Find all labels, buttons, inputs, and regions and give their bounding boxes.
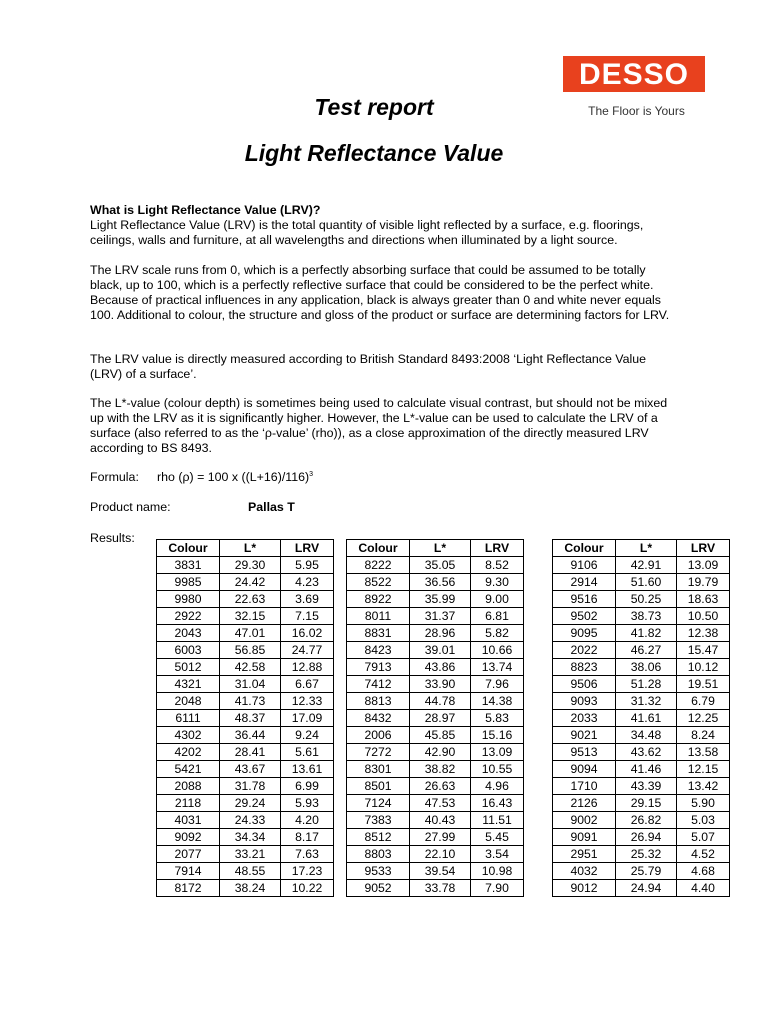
lrv-cell: 9.24 [281, 727, 334, 744]
lrv-cell: 4.40 [677, 880, 730, 897]
lrv-cell: 3.69 [281, 591, 334, 608]
lstar-cell: 47.01 [220, 625, 281, 642]
logo-tagline: The Floor is Yours [588, 104, 685, 118]
colour-cell: 9002 [553, 812, 616, 829]
colour-cell: 5421 [157, 761, 220, 778]
column-header-colour: Colour [157, 540, 220, 557]
colour-cell: 8813 [347, 693, 410, 710]
lrv-cell: 4.68 [677, 863, 730, 880]
results-table-3 [552, 539, 730, 897]
column-header-lstar: L* [220, 540, 281, 557]
colour-cell: 8512 [347, 829, 410, 846]
lstar-cell: 44.78 [410, 693, 471, 710]
lrv-cell: 9.00 [471, 591, 524, 608]
table-row [347, 727, 524, 744]
colour-cell: 1710 [553, 778, 616, 795]
colour-cell: 9513 [553, 744, 616, 761]
lrv-cell: 6.67 [281, 676, 334, 693]
product-line [90, 500, 295, 514]
table-row [347, 863, 524, 880]
table-row [347, 591, 524, 608]
table-row [347, 625, 524, 642]
lrv-cell: 14.38 [471, 693, 524, 710]
table-row [347, 812, 524, 829]
lstar-cell: 41.82 [616, 625, 677, 642]
lrv-cell: 5.83 [471, 710, 524, 727]
lstar-cell: 26.94 [616, 829, 677, 846]
colour-cell: 4031 [157, 812, 220, 829]
table-row [553, 557, 730, 574]
colour-cell: 9095 [553, 625, 616, 642]
column-header-lstar: L* [410, 540, 471, 557]
colour-cell: 7272 [347, 744, 410, 761]
colour-cell: 8831 [347, 625, 410, 642]
lstar-cell: 26.82 [616, 812, 677, 829]
colour-cell: 8222 [347, 557, 410, 574]
lstar-cell: 39.54 [410, 863, 471, 880]
table-row [157, 880, 334, 897]
lrv-cell: 7.63 [281, 846, 334, 863]
colour-cell: 9980 [157, 591, 220, 608]
report-subtitle: Light Reflectance Value [244, 140, 504, 166]
table-row [553, 591, 730, 608]
table-row [347, 676, 524, 693]
lrv-cell: 6.81 [471, 608, 524, 625]
colour-cell: 7412 [347, 676, 410, 693]
lrv-cell: 11.51 [471, 812, 524, 829]
table-row [553, 863, 730, 880]
table-row [553, 608, 730, 625]
lstar-cell: 43.67 [220, 761, 281, 778]
table-row [347, 778, 524, 795]
lrv-cell: 19.51 [677, 676, 730, 693]
colour-cell: 7383 [347, 812, 410, 829]
lrv-cell: 6.99 [281, 778, 334, 795]
lrv-cell: 5.95 [281, 557, 334, 574]
colour-cell: 2048 [157, 693, 220, 710]
lrv-cell: 12.33 [281, 693, 334, 710]
table-row [157, 710, 334, 727]
lstar-cell: 43.86 [410, 659, 471, 676]
table-row [553, 625, 730, 642]
table-row [347, 880, 524, 897]
table-row [157, 863, 334, 880]
table-row [553, 880, 730, 897]
lstar-cell: 26.63 [410, 778, 471, 795]
lrv-cell: 5.45 [471, 829, 524, 846]
colour-cell: 8823 [553, 659, 616, 676]
lrv-cell: 5.61 [281, 744, 334, 761]
table-row [157, 659, 334, 676]
formula-label: Formula: [90, 470, 139, 484]
lstar-cell: 46.27 [616, 642, 677, 659]
lstar-cell: 51.60 [616, 574, 677, 591]
lrv-cell: 10.22 [281, 880, 334, 897]
column-header-colour: Colour [347, 540, 410, 557]
colour-cell: 8922 [347, 591, 410, 608]
colour-cell: 2006 [347, 727, 410, 744]
table-row [157, 829, 334, 846]
table-row [553, 659, 730, 676]
lstar-cell: 36.44 [220, 727, 281, 744]
lstar-cell: 29.24 [220, 795, 281, 812]
colour-cell: 9021 [553, 727, 616, 744]
lstar-cell: 41.73 [220, 693, 281, 710]
lstar-cell: 32.15 [220, 608, 281, 625]
lstar-cell: 42.58 [220, 659, 281, 676]
lrv-cell: 7.15 [281, 608, 334, 625]
table-header-row [157, 540, 334, 557]
lrv-cell: 8.24 [677, 727, 730, 744]
paragraph-scale: The LRV scale runs from 0, which is a perfectly absorbing surface that could be assumed to be totally black, up to 100, which is a perfectly reflective surface that could be considered to be the perfect white. Because of practical influences in any application, black is always greater than 0 and white never equals 100. Additional to colour, the structure and gloss of the product or surface are determining factors for LRV. [90, 263, 670, 322]
table-row [347, 846, 524, 863]
colour-cell: 6003 [157, 642, 220, 659]
table-row [347, 574, 524, 591]
table-row [157, 625, 334, 642]
lstar-cell: 42.91 [616, 557, 677, 574]
lstar-cell: 48.55 [220, 863, 281, 880]
colour-cell: 2951 [553, 846, 616, 863]
lstar-cell: 28.96 [410, 625, 471, 642]
colour-cell: 2118 [157, 795, 220, 812]
colour-cell: 9091 [553, 829, 616, 846]
table-row [157, 574, 334, 591]
lstar-cell: 22.63 [220, 591, 281, 608]
lstar-cell: 45.85 [410, 727, 471, 744]
lrv-cell: 19.79 [677, 574, 730, 591]
colour-cell: 8011 [347, 608, 410, 625]
colour-cell: 4321 [157, 676, 220, 693]
lrv-cell: 17.23 [281, 863, 334, 880]
formula-line [90, 470, 313, 484]
lrv-cell: 13.61 [281, 761, 334, 778]
colour-cell: 9052 [347, 880, 410, 897]
lrv-cell: 3.54 [471, 846, 524, 863]
lstar-cell: 31.78 [220, 778, 281, 795]
report-title: Test report [314, 94, 434, 120]
lstar-cell: 22.10 [410, 846, 471, 863]
table-row [157, 676, 334, 693]
lstar-cell: 50.25 [616, 591, 677, 608]
colour-cell: 7124 [347, 795, 410, 812]
lrv-cell: 10.55 [471, 761, 524, 778]
lstar-cell: 35.05 [410, 557, 471, 574]
lrv-cell: 9.30 [471, 574, 524, 591]
lrv-cell: 4.23 [281, 574, 334, 591]
column-header-lrv: LRV [471, 540, 524, 557]
lrv-cell: 16.02 [281, 625, 334, 642]
colour-cell: 8301 [347, 761, 410, 778]
lstar-cell: 31.04 [220, 676, 281, 693]
colour-cell: 9094 [553, 761, 616, 778]
colour-cell: 4202 [157, 744, 220, 761]
table-row [553, 846, 730, 863]
table-row [157, 846, 334, 863]
lstar-cell: 34.34 [220, 829, 281, 846]
table-row [347, 744, 524, 761]
lstar-cell: 25.32 [616, 846, 677, 863]
lrv-cell: 8.52 [471, 557, 524, 574]
lstar-cell: 34.48 [616, 727, 677, 744]
lrv-cell: 12.38 [677, 625, 730, 642]
colour-cell: 8432 [347, 710, 410, 727]
lstar-cell: 36.56 [410, 574, 471, 591]
colour-cell: 2043 [157, 625, 220, 642]
table-row [347, 693, 524, 710]
lrv-cell: 6.79 [677, 693, 730, 710]
colour-cell: 2914 [553, 574, 616, 591]
lrv-cell: 5.90 [677, 795, 730, 812]
lrv-cell: 13.74 [471, 659, 524, 676]
results-table-2 [346, 539, 524, 897]
lrv-cell: 5.07 [677, 829, 730, 846]
colour-cell: 4302 [157, 727, 220, 744]
intro-section [90, 203, 670, 248]
lrv-cell: 12.25 [677, 710, 730, 727]
table-row [553, 676, 730, 693]
colour-cell: 9985 [157, 574, 220, 591]
lstar-cell: 27.99 [410, 829, 471, 846]
table-row [553, 744, 730, 761]
lrv-cell: 5.93 [281, 795, 334, 812]
colour-cell: 8172 [157, 880, 220, 897]
colour-cell: 9502 [553, 608, 616, 625]
table-row [157, 778, 334, 795]
lrv-cell: 16.43 [471, 795, 524, 812]
lrv-cell: 13.09 [677, 557, 730, 574]
colour-cell: 9092 [157, 829, 220, 846]
column-header-colour: Colour [553, 540, 616, 557]
results-label: Results: [90, 531, 135, 545]
column-header-lrv: LRV [677, 540, 730, 557]
lrv-cell: 4.20 [281, 812, 334, 829]
colour-cell: 9516 [553, 591, 616, 608]
lrv-cell: 13.58 [677, 744, 730, 761]
lstar-cell: 38.73 [616, 608, 677, 625]
lrv-cell: 13.09 [471, 744, 524, 761]
colour-cell: 9106 [553, 557, 616, 574]
colour-cell: 9506 [553, 676, 616, 693]
lstar-cell: 43.39 [616, 778, 677, 795]
table-row [157, 693, 334, 710]
lstar-cell: 24.33 [220, 812, 281, 829]
colour-cell: 8501 [347, 778, 410, 795]
paragraph-lvalue: The L*-value (colour depth) is sometimes being used to calculate visual contrast, but should not be mixed up with the LRV as it is significantly higher. However, the L*-value can be used to calculate the LRV of a surface (also referred to as the ‘ρ-value’ (rho)), as a close approximation of the directly measured LRV according to BS 8493. [90, 396, 668, 455]
colour-cell: 3831 [157, 557, 220, 574]
table-row [347, 795, 524, 812]
results-table-1 [156, 539, 334, 897]
table-row [157, 608, 334, 625]
table-row [347, 710, 524, 727]
colour-cell: 8522 [347, 574, 410, 591]
lstar-cell: 28.97 [410, 710, 471, 727]
lstar-cell: 29.15 [616, 795, 677, 812]
lstar-cell: 47.53 [410, 795, 471, 812]
colour-cell: 2033 [553, 710, 616, 727]
colour-cell: 2022 [553, 642, 616, 659]
lrv-cell: 12.88 [281, 659, 334, 676]
colour-cell: 9533 [347, 863, 410, 880]
lrv-cell: 4.96 [471, 778, 524, 795]
colour-cell: 2077 [157, 846, 220, 863]
lstar-cell: 42.90 [410, 744, 471, 761]
table-row [157, 727, 334, 744]
lrv-cell: 7.90 [471, 880, 524, 897]
lstar-cell: 24.94 [616, 880, 677, 897]
lrv-cell: 4.52 [677, 846, 730, 863]
lrv-cell: 10.66 [471, 642, 524, 659]
lstar-cell: 38.24 [220, 880, 281, 897]
lstar-cell: 33.78 [410, 880, 471, 897]
lrv-cell: 17.09 [281, 710, 334, 727]
table-row [157, 795, 334, 812]
table-row [553, 778, 730, 795]
lrv-cell: 10.50 [677, 608, 730, 625]
table-row [157, 744, 334, 761]
lstar-cell: 25.79 [616, 863, 677, 880]
lstar-cell: 33.90 [410, 676, 471, 693]
lrv-cell: 24.77 [281, 642, 334, 659]
lstar-cell: 40.43 [410, 812, 471, 829]
colour-cell: 9012 [553, 880, 616, 897]
table-row [157, 761, 334, 778]
table-row [553, 795, 730, 812]
colour-cell: 7913 [347, 659, 410, 676]
logo-brand-text: DESSO [578, 58, 690, 91]
table-row [157, 591, 334, 608]
product-label: Product name: [90, 500, 171, 514]
table-row [553, 642, 730, 659]
lstar-cell: 29.30 [220, 557, 281, 574]
lrv-cell: 15.16 [471, 727, 524, 744]
lstar-cell: 56.85 [220, 642, 281, 659]
lstar-cell: 38.82 [410, 761, 471, 778]
lrv-cell: 18.63 [677, 591, 730, 608]
lstar-cell: 41.46 [616, 761, 677, 778]
table-row [157, 642, 334, 659]
table-row [553, 727, 730, 744]
lstar-cell: 39.01 [410, 642, 471, 659]
lstar-cell: 31.37 [410, 608, 471, 625]
section-heading: What is Light Reflectance Value (LRV)? [90, 203, 321, 217]
desso-logo-mark [563, 56, 705, 92]
lstar-cell: 31.32 [616, 693, 677, 710]
table-row [553, 761, 730, 778]
colour-cell: 9093 [553, 693, 616, 710]
lrv-cell: 15.47 [677, 642, 730, 659]
colour-cell: 8423 [347, 642, 410, 659]
table-row [553, 829, 730, 846]
colour-cell: 4032 [553, 863, 616, 880]
colour-cell: 8803 [347, 846, 410, 863]
formula-exponent: 3 [309, 470, 314, 478]
colour-cell: 2126 [553, 795, 616, 812]
lstar-cell: 24.42 [220, 574, 281, 591]
lrv-cell: 5.82 [471, 625, 524, 642]
lrv-cell: 8.17 [281, 829, 334, 846]
paragraph-standard: The LRV value is directly measured according to British Standard 8493:2008 ‘Light Reflectance Value (LRV) of a surface’. [90, 352, 647, 381]
lstar-cell: 51.28 [616, 676, 677, 693]
table-row [553, 693, 730, 710]
colour-cell: 6111 [157, 710, 220, 727]
lstar-cell: 28.41 [220, 744, 281, 761]
colour-cell: 5012 [157, 659, 220, 676]
lrv-cell: 7.96 [471, 676, 524, 693]
formula-expression: rho (ρ) = 100 x ((L+16)/116) [157, 470, 310, 484]
table-row [553, 710, 730, 727]
table-row [347, 608, 524, 625]
table-row [157, 812, 334, 829]
table-header-row [347, 540, 524, 557]
lrv-cell: 5.03 [677, 812, 730, 829]
table-row [553, 812, 730, 829]
table-header-row [553, 540, 730, 557]
lstar-cell: 48.37 [220, 710, 281, 727]
table-row [347, 557, 524, 574]
lstar-cell: 41.61 [616, 710, 677, 727]
colour-cell: 7914 [157, 863, 220, 880]
column-header-lstar: L* [616, 540, 677, 557]
lrv-cell: 12.15 [677, 761, 730, 778]
table-row [347, 659, 524, 676]
column-header-lrv: LRV [281, 540, 334, 557]
table-row [347, 761, 524, 778]
table-row [347, 642, 524, 659]
product-name: Pallas T [248, 500, 295, 514]
lrv-cell: 10.98 [471, 863, 524, 880]
table-row [347, 829, 524, 846]
lstar-cell: 38.06 [616, 659, 677, 676]
colour-cell: 2922 [157, 608, 220, 625]
table-row [553, 574, 730, 591]
lstar-cell: 33.21 [220, 846, 281, 863]
lrv-cell: 10.12 [677, 659, 730, 676]
lstar-cell: 35.99 [410, 591, 471, 608]
paragraph-definition: Light Reflectance Value (LRV) is the total quantity of visible light reflected by a surface, e.g. floorings, ceilings, walls and furniture, at all wavelengths and directions when illuminated by a light source. [90, 218, 644, 247]
lrv-cell: 13.42 [677, 778, 730, 795]
lstar-cell: 43.62 [616, 744, 677, 761]
colour-cell: 2088 [157, 778, 220, 795]
table-row [157, 557, 334, 574]
